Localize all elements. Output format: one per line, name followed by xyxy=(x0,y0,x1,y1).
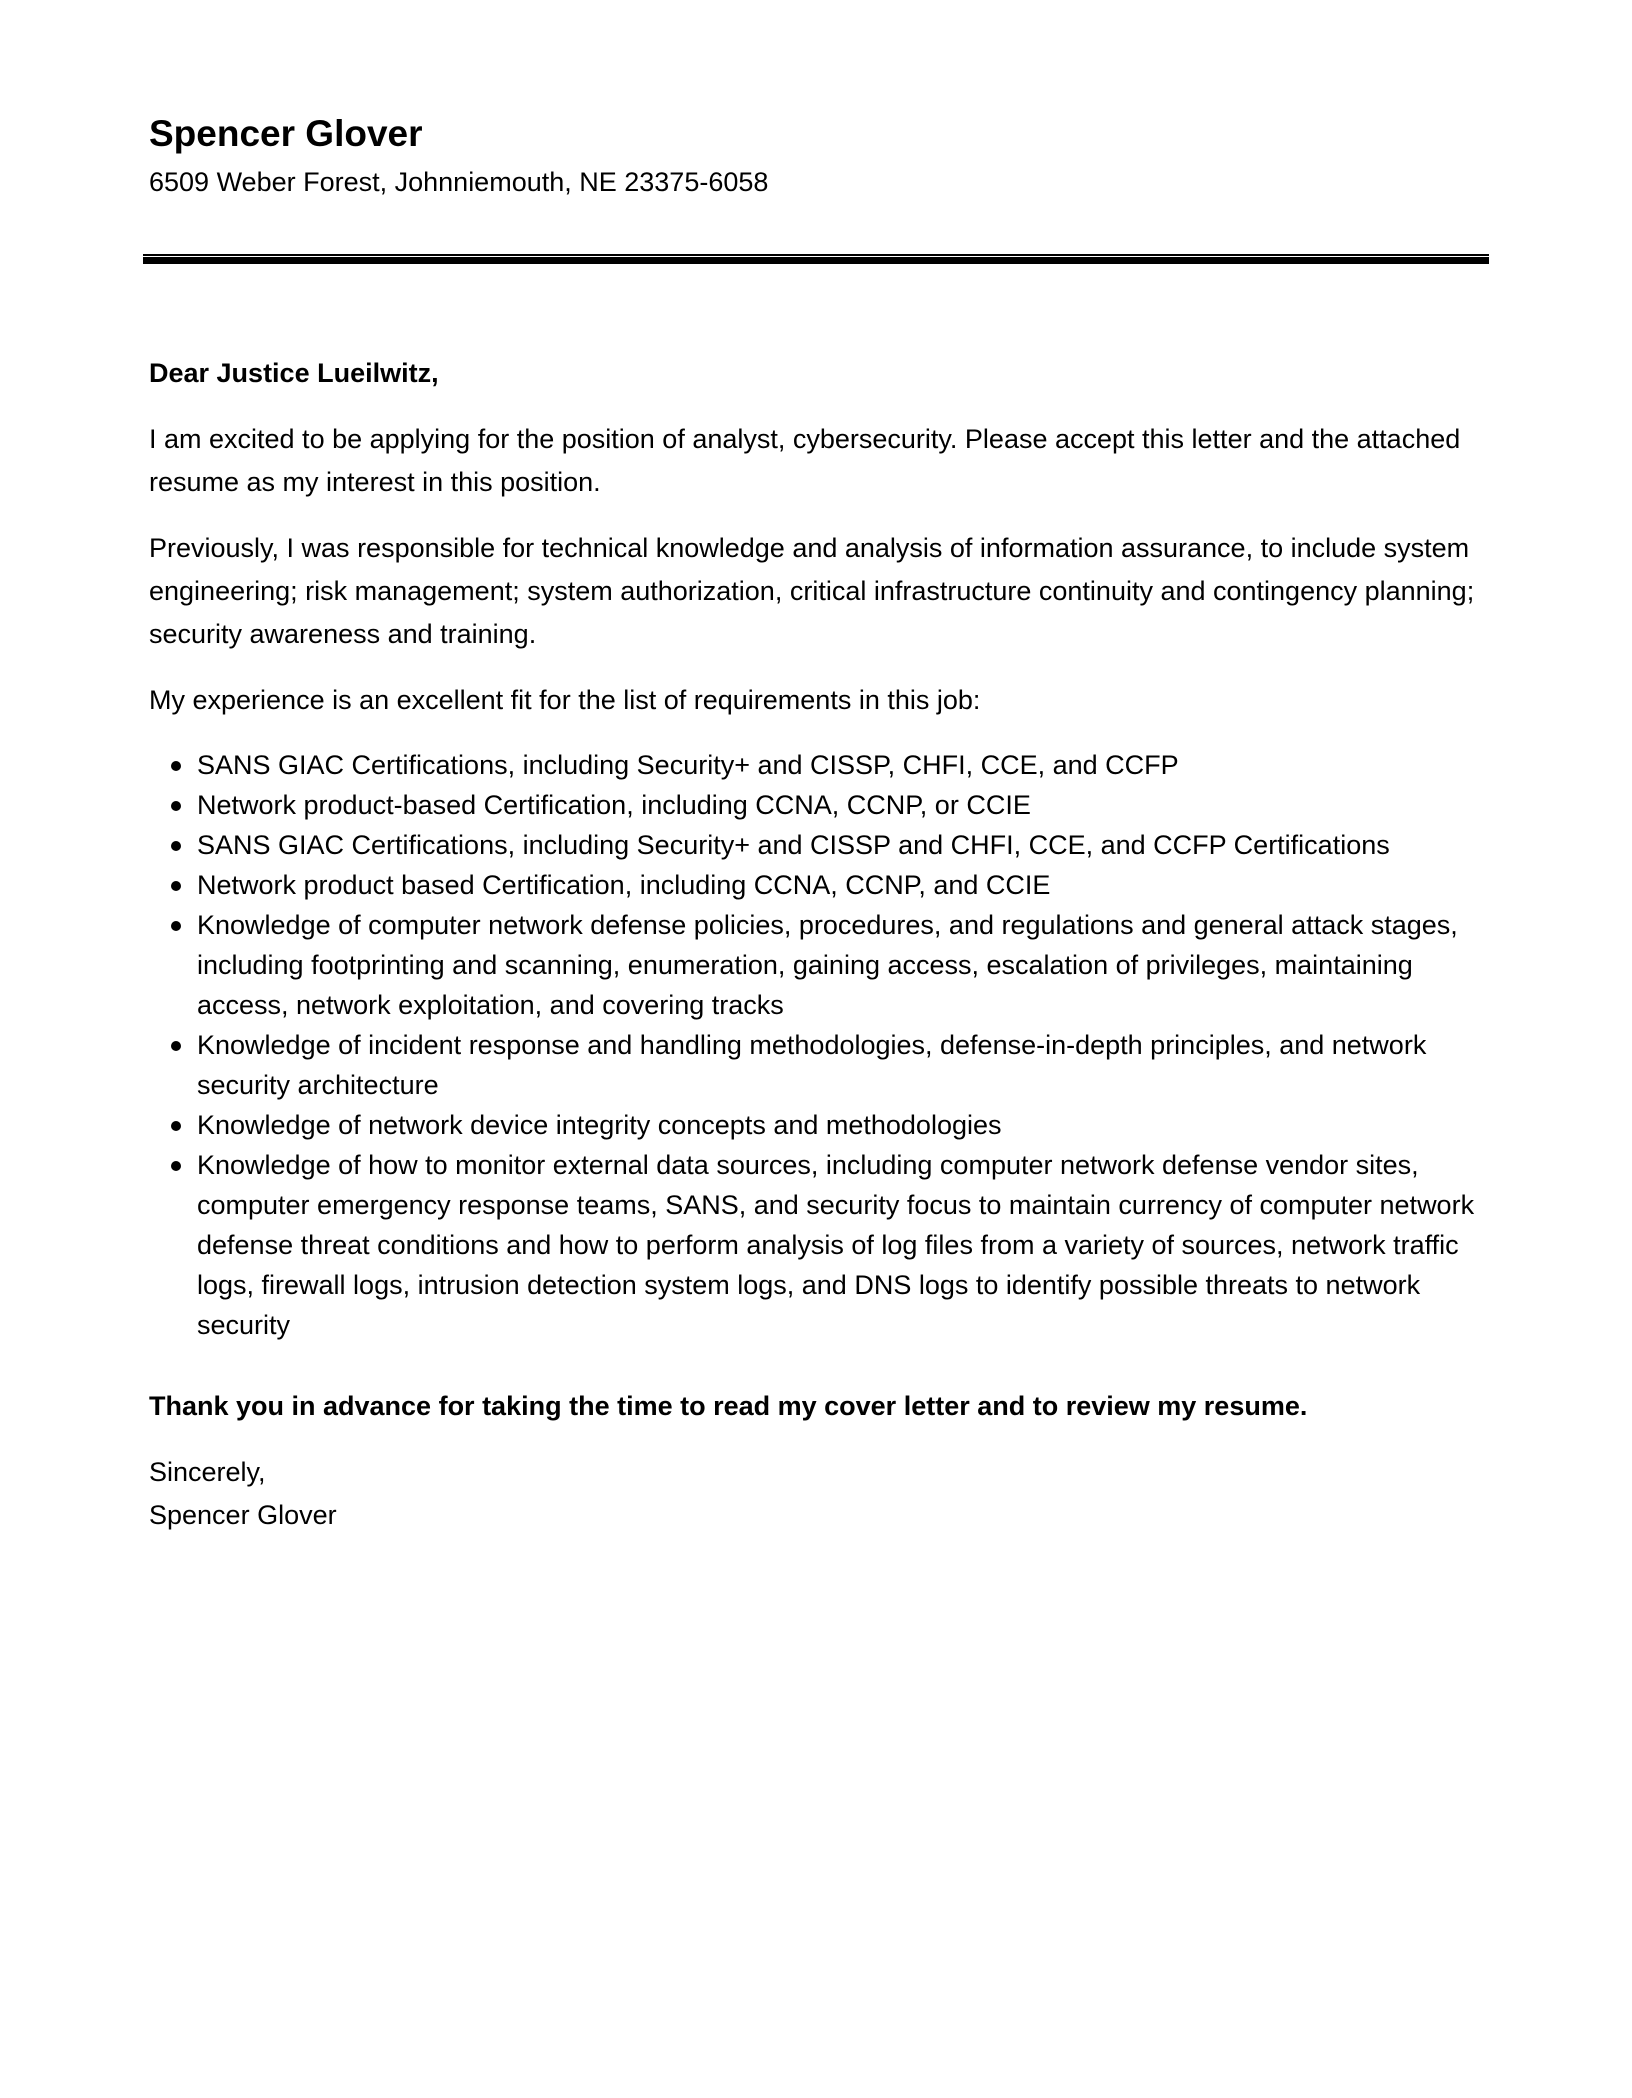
list-item xyxy=(149,1105,1489,1145)
closing-statement: Thank you in advance for taking the time to read my cover letter and to review my resume. xyxy=(149,1391,1308,1421)
requirements-list xyxy=(149,745,1489,1345)
bullet-icon xyxy=(171,1041,181,1051)
list-item-text: Knowledge of how to monitor external data sources, including computer network defense vendor sites, computer emergency response teams, SANS, and security focus to maintain currency of computer network defense threat conditions and how to perform analysis of log files from a variety of sources, network traffic logs, firewall logs, intrusion detection system logs, and DNS logs to identify possible threats to network security xyxy=(197,1150,1475,1340)
list-item-text: Network product based Certification, including CCNA, CCNP, and CCIE xyxy=(197,870,1051,900)
salutation: Dear Justice Lueilwitz, xyxy=(149,358,439,388)
list-item xyxy=(149,865,1489,905)
bullet-icon xyxy=(171,1161,181,1171)
bullet-icon xyxy=(171,801,181,811)
list-item-text: Network product-based Certification, including CCNA, CCNP, or CCIE xyxy=(197,790,1031,820)
experience-paragraph: Previously, I was responsible for technical knowledge and analysis of information assurance, to include system engineering; risk management; system authorization, critical infrastructure continuity and contingency planning; security awareness and training. xyxy=(149,533,1475,649)
list-item xyxy=(149,745,1489,785)
list-item-text: SANS GIAC Certifications, including Security+ and CISSP and CHFI, CCE, and CCFP Certifications xyxy=(197,830,1390,860)
letter-body xyxy=(149,352,1489,1537)
header-divider-thin xyxy=(143,254,1489,256)
bullet-icon xyxy=(171,1121,181,1131)
sender-address: 6509 Weber Forest, Johnniemouth, NE 23375-6058 xyxy=(149,167,769,197)
list-item-text: Knowledge of incident response and handling methodologies, defense-in-depth principles, and network security architecture xyxy=(197,1030,1427,1100)
list-item xyxy=(149,1145,1489,1345)
requirements-intro: My experience is an excellent fit for the list of requirements in this job: xyxy=(149,685,981,715)
sender-name: Spencer Glover xyxy=(149,113,423,154)
bullet-icon xyxy=(171,761,181,771)
list-item xyxy=(149,1025,1489,1105)
bullet-icon xyxy=(171,841,181,851)
list-item-text: Knowledge of computer network defense policies, procedures, and regulations and general attack stages, including footprinting and scanning, enumeration, gaining access, escalation of privileges, maintaining access, network exploitation, and covering tracks xyxy=(197,910,1458,1020)
signoff: Sincerely, xyxy=(149,1457,266,1487)
list-item-text: SANS GIAC Certifications, including Security+ and CISSP, CHFI, CCE, and CCFP xyxy=(197,750,1179,780)
list-item xyxy=(149,785,1489,825)
intro-paragraph: I am excited to be applying for the position of analyst, cybersecurity. Please accept this letter and the attached resume as my interest in this position. xyxy=(149,424,1461,497)
bullet-icon xyxy=(171,881,181,891)
letter-header xyxy=(149,108,1489,204)
bullet-icon xyxy=(171,921,181,931)
list-item xyxy=(149,825,1489,865)
list-item xyxy=(149,905,1489,1025)
header-divider-thick xyxy=(143,257,1489,264)
list-item-text: Knowledge of network device integrity concepts and methodologies xyxy=(197,1110,1002,1140)
signature-name: Spencer Glover xyxy=(149,1500,337,1530)
